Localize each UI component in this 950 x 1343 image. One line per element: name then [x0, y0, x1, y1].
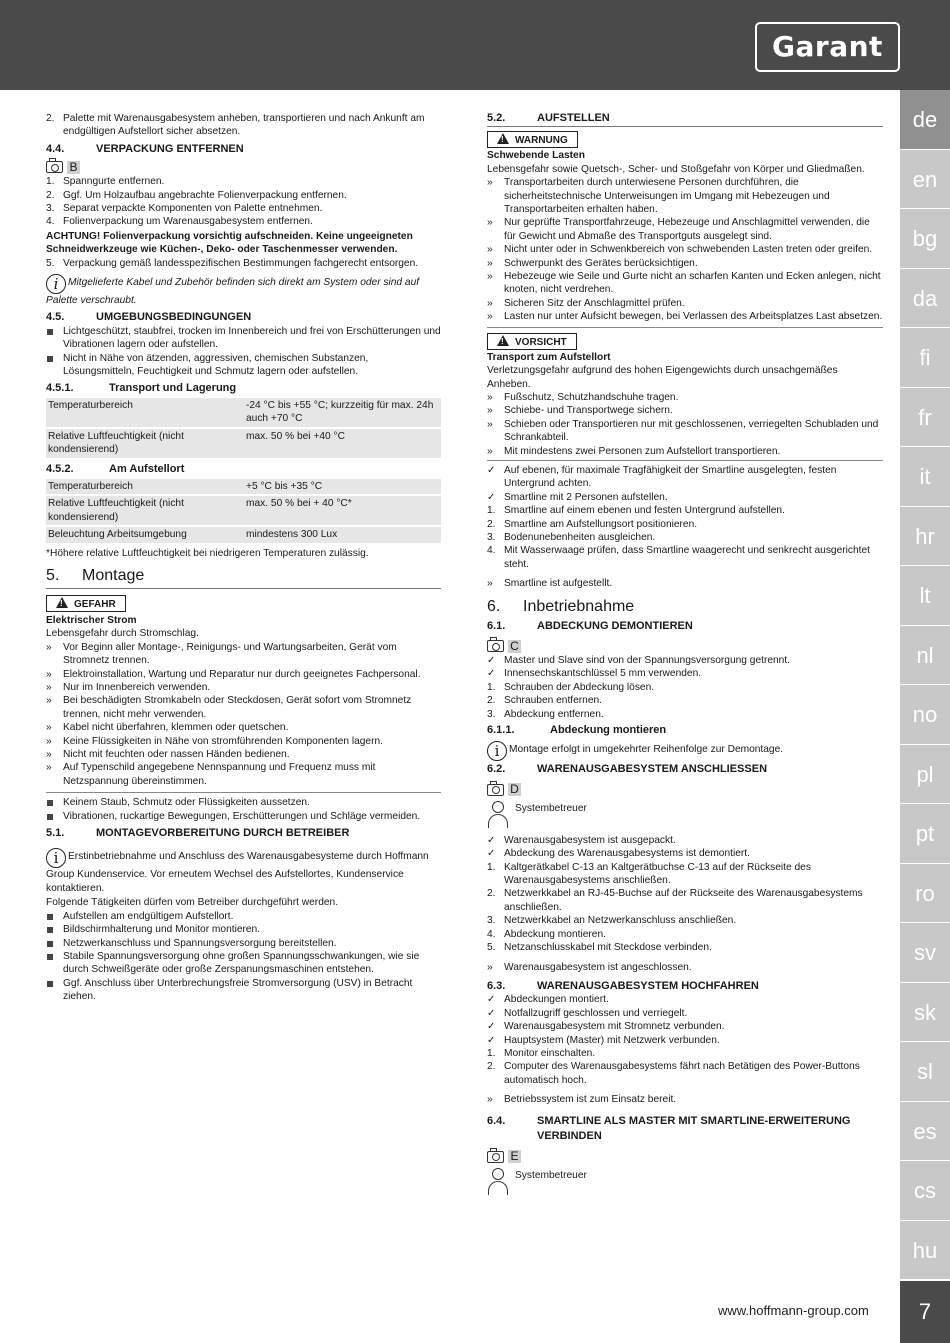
hazard-list: [46, 641, 441, 788]
header-bar: [0, 0, 950, 90]
language-tab-hu[interactable]: hu: [900, 1221, 950, 1281]
list-item: » Bei beschädigten Stromkabeln oder Steckdosen, Gerät sofort vom Stromnetz trennen, nicht mehr verwenden.: [46, 695, 412, 720]
left-column: [46, 112, 441, 1004]
language-tab-fr[interactable]: fr: [900, 388, 950, 448]
list-item: 1. Smartline auf einem ebenen und festen Untergrund aufstellen.: [487, 505, 785, 517]
footnote: *Höhere relative Luftfeuchtigkeit bei niedrigeren Temperaturen zulässig.: [46, 547, 369, 559]
table-row: [46, 527, 441, 542]
list-item: 3. Netzwerkkabel an Netzwerkanschluss anschließen.: [487, 915, 737, 927]
result-item: » Warenausgabesystem ist angeschlossen.: [487, 961, 692, 973]
language-tab-pl[interactable]: pl: [900, 745, 950, 805]
chapter-heading: 5. Montage: [46, 566, 441, 589]
language-tab-da[interactable]: da: [900, 269, 950, 329]
hazard-description: Lebensgefahr sowie Quetsch-, Scher- und Stoßgefahr von Körper und Gliedmaßen.: [487, 163, 865, 175]
language-tab-nl[interactable]: nl: [900, 626, 950, 686]
list-item: 2. Computer des Warenausgabesystems fährt nach Betätigen des Power-Buttons automatisch hoch.: [487, 1061, 860, 1086]
language-tab-it[interactable]: it: [900, 447, 950, 507]
warning-triangle-icon: [497, 133, 509, 144]
camera-icon: [487, 1151, 504, 1163]
list-item: » Schieben oder Transportieren nur mit geschlossenen, verriegelten Schubladen und Schrankabteil.: [487, 418, 879, 444]
bullet-square-icon: [47, 941, 53, 947]
subsection-heading: 6.1.1. Abdeckung montieren: [487, 724, 667, 737]
hazard-list: [487, 176, 883, 323]
section-heading: 6.1. ABDECKUNG DEMONTIEREN: [487, 619, 693, 632]
table-cell-label: Relative Luftfeuchtigkeit (nicht kondensierend): [46, 429, 244, 458]
list-item: 4. Mit Wasserwaage prüfen, dass Smartline waagerecht und senkrecht ausgerichtet steht.: [487, 545, 870, 570]
list-item: 2. Palette mit Warenausgabesystem anheben, transportieren und nach Ankunft am endgültigen Aufstellort sicher absetzen.: [46, 113, 425, 138]
warning-triangle-icon: [56, 597, 68, 608]
page-number: 7: [900, 1281, 950, 1343]
garant-logo: Garant: [755, 22, 900, 72]
info-icon: i: [487, 741, 507, 761]
list-item: ✓ Innensechskantschlüssel 5 mm verwenden.: [487, 668, 702, 680]
figure-reference: D: [487, 782, 883, 798]
list-item: ✓ Auf ebenen, für maximale Tragfähigkeit der Smartline ausgelegten, festen Untergrund achten.: [487, 464, 837, 490]
result-item: » Smartline ist aufgestellt.: [487, 578, 613, 590]
section-heading: 6.3. WARENAUSGABESYSTEM HOCHFAHREN: [487, 979, 759, 992]
info-note: i Montage erfolgt in umgekehrter Reihenfolge zur Demontage.: [487, 741, 883, 761]
table-cell-label: Temperaturbereich: [46, 479, 244, 494]
table-cell-label: Beleuchtung Arbeitsumgebung: [46, 527, 244, 542]
list-item: 4. Abdeckung montieren.: [487, 928, 606, 940]
bullet-square-icon: [47, 914, 53, 920]
list-item: » Sicheren Sitz der Anschlagmittel prüfen.: [487, 297, 685, 309]
list-item: 1. Monitor einschalten.: [487, 1047, 596, 1059]
list-item: » Transportarbeiten durch unterwiesene Personen durchführen, die sicherheitstechnische Unterweisungen im Umgang mit Hebezeugen und Transportarbeiten erhalten haben.: [487, 177, 830, 216]
right-column: [487, 112, 883, 1201]
list-item: ✓ Master und Slave sind von der Spannungsversorgung getrennt.: [487, 655, 790, 666]
table-row: [46, 479, 441, 494]
attention-note: ACHTUNG! Folienverpackung vorsichtig aufschneiden. Keine ungeeigneten Schneidwerkzeuge wie Küchen-, Deko- oder Taschenmesser verwenden.: [46, 230, 413, 256]
list-item: ✓ Abdeckungen montiert.: [487, 994, 609, 1006]
list-item: » Nicht unter oder in Schwenkbereich von schwebenden Lasten treten oder greifen.: [487, 244, 873, 256]
footer-url[interactable]: www.hoffmann-group.com: [718, 1303, 869, 1318]
list-item: ✓ Notfallzugriff geschlossen und verriegelt.: [487, 1007, 688, 1019]
language-tab-cs[interactable]: cs: [900, 1161, 950, 1221]
bullet-item: Nicht in Nähe von ätzenden, aggressiven, chemischen Substanzen, Lösungsmitteln, Feuchtigkeit und Schmutz lagern oder aufstellen.: [46, 352, 441, 379]
bullet-item: Lichtgeschützt, staubfrei, trocken im Innenbereich und frei von Erschütterungen und Vibrationen lagern oder aufstellen.: [46, 325, 441, 352]
danger-label: !GEFAHR: [46, 595, 126, 612]
section-heading: 6.4. SMARTLINE ALS MASTER MIT SMARTLINE-ERWEITERUNG VERBINDEN: [487, 1114, 851, 1142]
step-list: [46, 175, 441, 229]
language-tabs: [900, 90, 950, 1280]
info-icon: i: [46, 848, 66, 868]
list-item: » Nur geprüfte Transportfahrzeuge, Hebezeuge und Anschlagmittel verwenden, die für Gewicht und Abmaße des Transportguts ausgelegt sind.: [487, 217, 870, 242]
intro-text: Folgende Tätigkeiten dürfen vom Betreiber durchgeführt werden.: [46, 897, 339, 909]
bullet-square-icon: [47, 927, 53, 933]
list-item: » Lasten nur unter Aufsicht bewegen, bei Verlassen des Arbeitsplatzes Last absetzen.: [487, 311, 883, 323]
bullet-square-icon: [47, 329, 53, 335]
person-icon: [487, 800, 509, 830]
bullet-list: [46, 910, 441, 1004]
hazard-title: Schwebende Lasten: [487, 150, 585, 162]
bullet-square-icon: [47, 981, 53, 987]
bullet-list: [46, 796, 441, 823]
list-item: ✓ Smartline mit 2 Personen aufstellen.: [487, 491, 668, 503]
figure-reference: E: [487, 1149, 883, 1165]
language-tab-sl[interactable]: sl: [900, 1042, 950, 1102]
table-row: [46, 398, 441, 427]
hazard-list: [487, 391, 883, 458]
list-item: » Nur im Innenbereich verwenden.: [46, 682, 211, 693]
list-item: » Schwerpunkt des Gerätes berücksichtigen.: [487, 257, 698, 269]
bullet-square-icon: [47, 814, 53, 820]
list-item: » Fußschutz, Schutzhandschuhe tragen.: [487, 391, 679, 403]
table-cell-value: +5 °C bis +35 °C: [244, 479, 441, 494]
list-item: » Mit mindestens zwei Personen zum Aufstellort transportieren.: [487, 445, 781, 457]
list-item: 2. Netzwerkkabel an RJ-45-Buchse auf der Rückseite des Warenausgabesystems anschließen.: [487, 888, 863, 913]
section-heading: 4.4. VERPACKUNG ENTFERNEN: [46, 142, 244, 155]
figure-reference: B: [46, 159, 441, 175]
language-tab-en[interactable]: en: [900, 150, 950, 210]
warning-triangle-icon: [497, 335, 509, 346]
list-item: 1. Spanngurte entfernen.: [46, 176, 165, 188]
list-item: 2. Schrauben entfernen.: [487, 695, 602, 707]
role-indicator: Systembetreuer: [487, 800, 883, 834]
list-item: » Auf Typenschild angegebene Nennspannung und Frequenz muss mit Netzspannung übereinstimmen.: [46, 762, 376, 787]
table-cell-label: Relative Luftfeuchtigkeit (nicht kondensierend): [46, 496, 244, 525]
bullet-item: Stabile Spannungsversorgung ohne großen Spannungsschwankungen, wie sie durch Schweißgeräte oder große Zerspanungsmaschinen entstehen.: [46, 950, 441, 977]
step-list: [487, 993, 883, 1087]
list-item: 5. Netzanschlusskabel mit Steckdose verbinden.: [487, 942, 712, 954]
language-tab-es[interactable]: es: [900, 1102, 950, 1162]
hazard-title: Elektrischer Strom: [46, 614, 137, 626]
bullet-list: [46, 325, 441, 379]
camera-icon: [487, 784, 504, 796]
list-item: 5. Verpackung gemäß landesspezifischen Bestimmungen fachgerecht entsorgen.: [46, 257, 419, 269]
language-tab-sk[interactable]: sk: [900, 983, 950, 1043]
bullet-item: Aufstellen am endgültigem Aufstellort.: [46, 910, 441, 923]
bullet-item: Ggf. Anschluss über Unterbrechungsfreie Stromversorgung (USV) in Betracht ziehen.: [46, 977, 441, 1004]
table-row: [46, 496, 441, 525]
bullet-square-icon: [47, 356, 53, 362]
list-item: 1. Kaltgerätkabel C-13 an Kaltgerätbuchse C-13 auf der Rückseite des Warenausgabesystems anschließen.: [487, 861, 811, 887]
list-item: 3. Separat verpackte Komponenten von Palette entnehmen.: [46, 203, 323, 215]
language-tab-hr[interactable]: hr: [900, 507, 950, 567]
hazard-description: Verletzungsgefahr aufgrund des hohen Eigengewichts durch unsachgemäßes Anheben.: [487, 365, 838, 390]
chapter-heading: 6. Inbetriebnahme: [487, 597, 635, 615]
bullet-square-icon: [47, 800, 53, 806]
bullet-item: Vibrationen, ruckartige Bewegungen, Erschütterungen und Schläge vermeiden.: [46, 810, 441, 823]
info-note: i Mitgelieferte Kabel und Zubehör befinden sich direkt am System oder sind auf Palette verschraubt.: [46, 275, 420, 307]
section-heading: 5.2. AUFSTELLEN: [487, 112, 883, 127]
list-item: 4. Folienverpackung um Warenausgabesystem entfernen.: [46, 216, 313, 228]
language-tab-de[interactable]: de: [900, 90, 950, 150]
bullet-square-icon: [47, 954, 53, 960]
step-list: [487, 834, 883, 955]
section-heading: 6.2. WARENAUSGABESYSTEM ANSCHLIESSEN: [487, 763, 768, 776]
list-item: » Hebezeuge wie Seile und Gurte nicht an scharfen Kanten und Ecken anlegen, nicht knoten, nicht verdrehen.: [487, 271, 881, 296]
language-tab-ro[interactable]: ro: [900, 864, 950, 924]
list-item: ✓ Warenausgabesystem mit Stromnetz verbunden.: [487, 1021, 725, 1033]
info-note: i Erstinbetriebnahme und Anschluss des Warenausgabesysteme durch Hoffmann Group Kundenservice. Vor erneutem Wechsel des Aufstellortes, Kundenservice kontaktieren.: [46, 849, 429, 894]
language-tab-bg[interactable]: bg: [900, 209, 950, 269]
table-cell-value: mindestens 300 Lux: [244, 527, 441, 542]
subsection-heading: 4.5.2. Am Aufstellort: [46, 462, 185, 475]
info-icon: i: [46, 274, 66, 294]
list-item: ✓ Hauptsystem (Master) mit Netzwerk verbunden.: [487, 1034, 720, 1046]
list-item: 1. Schrauben der Abdeckung lösen.: [487, 681, 655, 693]
language-tab-pt[interactable]: pt: [900, 804, 950, 864]
table-cell-value: max. 50 % bei +40 °C: [244, 429, 441, 458]
list-item: » Elektroinstallation, Wartung und Reparatur nur durch geeignetes Fachpersonal.: [46, 668, 421, 680]
camera-icon: [46, 161, 63, 173]
list-item: » Kabel nicht überfahren, klemmen oder quetschen.: [46, 722, 289, 734]
bullet-item: Netzwerkanschluss und Spannungsversorgung bereitstellen.: [46, 937, 441, 950]
list-item: ✓ Abdeckung des Warenausgabesystems ist demontiert.: [487, 848, 750, 860]
table-cell-value: max. 50 % bei + 40 °C*: [244, 496, 441, 525]
hazard-description: Lebensgefahr durch Stromschlag.: [46, 628, 199, 640]
language-tab-no[interactable]: no: [900, 685, 950, 745]
list-item: ✓ Warenausgabesystem ist ausgepackt.: [487, 834, 676, 846]
person-icon: [487, 1167, 509, 1197]
list-item: 2. Ggf. Um Holzaufbau angebrachte Folienverpackung entfernen.: [46, 189, 347, 201]
caution-label: !VORSICHT: [487, 333, 577, 350]
list-item: 3. Bodenunebenheiten ausgleichen.: [487, 531, 656, 543]
spec-table: [46, 396, 441, 460]
role-indicator: Systembetreuer: [487, 1167, 883, 1201]
spec-table: [46, 477, 441, 545]
language-tab-sv[interactable]: sv: [900, 923, 950, 983]
list-item: » Keine Flüssigkeiten in Nähe von stromführenden Komponenten lagern.: [46, 735, 383, 747]
camera-icon: [487, 640, 504, 652]
warning-label: !WARNUNG: [487, 131, 578, 148]
bullet-item: Keinem Staub, Schmutz oder Flüssigkeiten aussetzen.: [46, 796, 441, 809]
list-item: » Vor Beginn aller Montage-, Reinigungs- und Wartungsarbeiten, Gerät vom Stromnetz trennen.: [46, 641, 397, 667]
step-list: [487, 464, 883, 571]
step-list: [487, 654, 883, 721]
language-tab-lt[interactable]: lt: [900, 566, 950, 626]
list-item: » Nicht mit feuchten oder nassen Händen bedienen.: [46, 749, 290, 761]
section-heading: 4.5. UMGEBUNGSBEDINGUNGEN: [46, 311, 252, 324]
bullet-item: Bildschirmhalterung und Monitor montieren.: [46, 923, 441, 936]
list-item: 3. Abdeckung entfernen.: [487, 708, 604, 720]
language-tab-fi[interactable]: fi: [900, 328, 950, 388]
result-item: » Betriebssystem ist zum Einsatz bereit.: [487, 1094, 677, 1106]
table-cell-value: -24 °C bis +55 °C; kurzzeitig für max. 24h auch +70 °C: [244, 398, 441, 427]
subsection-heading: 4.5.1. Transport und Lagerung: [46, 381, 237, 394]
table-cell-label: Temperaturbereich: [46, 398, 244, 427]
hazard-title: Transport zum Aufstellort: [487, 351, 611, 363]
table-row: [46, 429, 441, 458]
section-heading: 5.1. MONTAGEVORBEREITUNG DURCH BETREIBER: [46, 827, 350, 840]
figure-reference: C: [487, 638, 883, 654]
list-item: » Schiebe- und Transportwege sichern.: [487, 405, 673, 417]
list-item: 2. Smartline am Aufstellungsort positionieren.: [487, 518, 698, 530]
